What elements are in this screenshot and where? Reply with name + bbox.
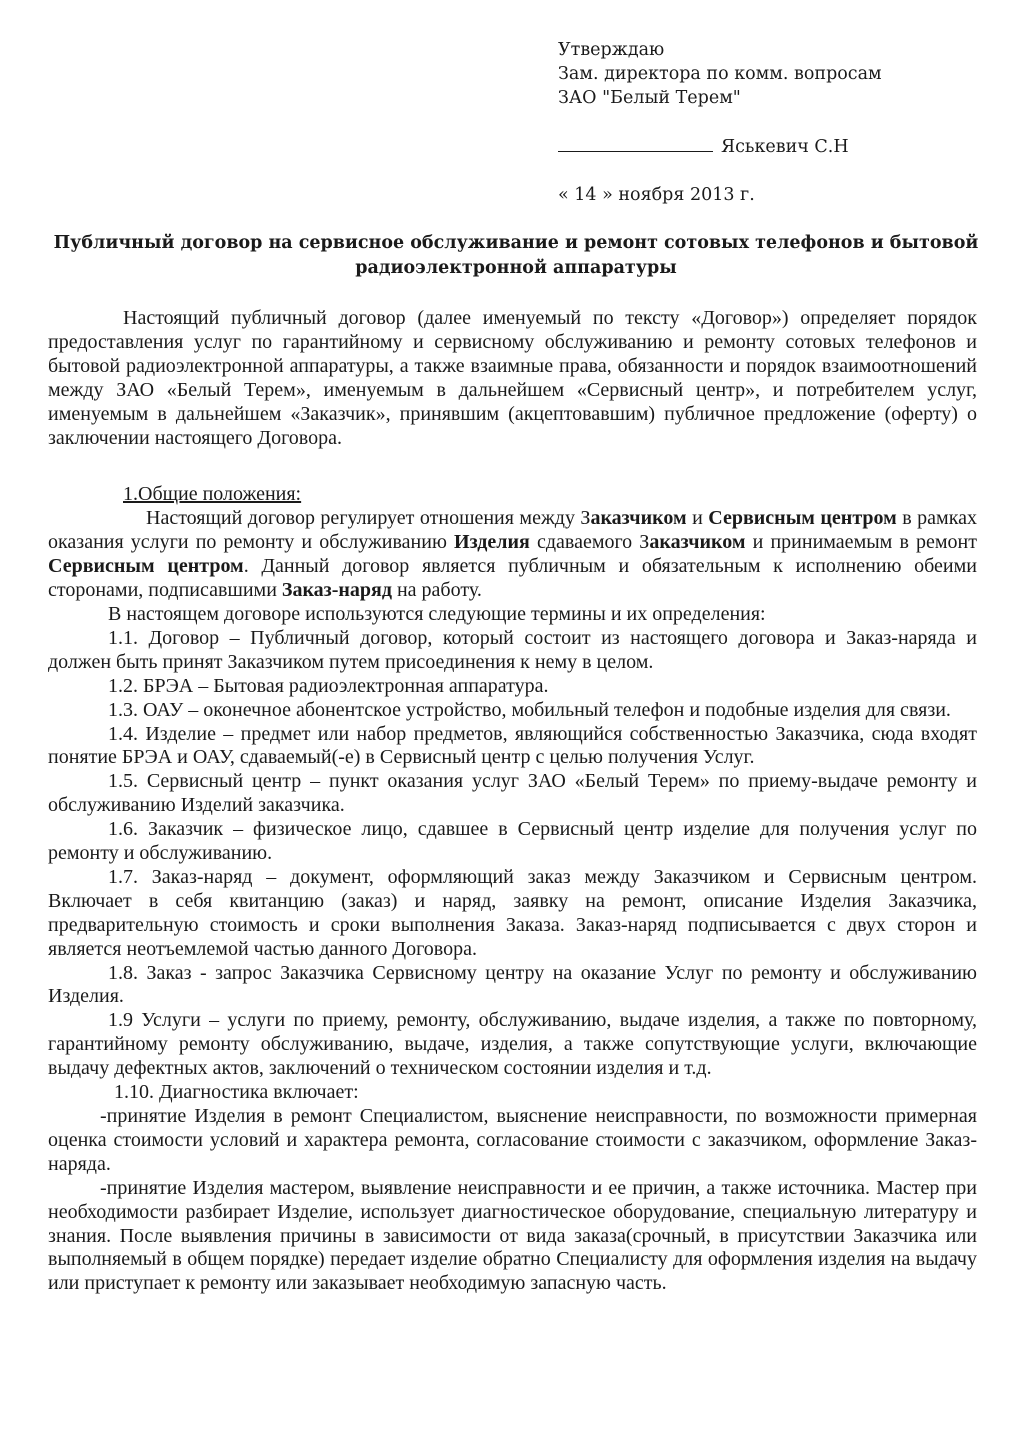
intro-paragraph: Настоящий публичный договор (далее именуемый по тексту «Договор») определяет порядок предоставления услуг по гарантийному и сервисному обслуживанию и ремонту сотовых телефонов и бытовой радиоэлектронной аппаратуры, а также взаимные права, обязанности и порядок взаимоотношений между ЗАО «Белый Терем», именуемым в дальнейшем «Сервисный центр», и потребителем услуг, именуемым в дальнейшем «Заказчик», принявшим (акцептовавшим) публичное предложение (оферту) о заключении настоящего Договора. <box>48 307 977 449</box>
signatory-name: Яськевич С.Н <box>721 137 849 157</box>
signature-blank <box>558 134 713 152</box>
document-title: Публичный договор на сервисное обслуживание и ремонт сотовых телефонов и бытовой радиоэлектронной аппаратуры <box>53 233 979 278</box>
term-item: 1.3. ОАУ – оконечное абонентское устройство, мобильный телефон и подобные изделия для связи. <box>108 698 951 721</box>
term-item: 1.7. Заказ-наряд – документ, оформляющий заказ между Заказчиком и Сервисным центром. Включает в себя квитанцию (заказ) и наряд, заявку на ремонт, описание Изделия Заказчика, предварительную стоимость и сроки выполнения Заказа. Заказ-наряд подписывается с двух сторон и является неотъемлемой частью данного Договора. <box>48 865 977 960</box>
section-heading: 1.Общие положения: <box>123 483 302 506</box>
signature-line <box>558 134 998 159</box>
term-item: 1.2. БРЭА – Бытовая радиоэлектронная аппаратура. <box>108 674 549 697</box>
approval-date: « 14 » ноября 2013 г. <box>558 185 755 205</box>
diagnostics-item: -принятие Изделия мастером, выявление неисправности и ее причин, а также источника. Мастер при необходимости разбирает Изделие, использует диагностическое оборудование, специальную литературу и знания. После выявления причины в зависимости от вида заказа(срочный, в присутствии Заказчика или выполняемый в общем порядке) передает изделие обратно Специалисту для оформления изделия на выдачу или приступает к ремонту или заказывает необходимую запасную часть. <box>48 1176 977 1295</box>
term-item: 1.1. Договор – Публичный договор, который состоит из настоящего договора и Заказ-наряда и должен быть принят Заказчиком путем присоединения к нему в целом. <box>48 626 977 673</box>
term-item: 1.6. Заказчик – физическое лицо, сдавшее в Сервисный центр изделие для получения услуг по ремонту и обслуживанию. <box>48 818 977 865</box>
term-item: 1.5. Сервисный центр – пункт оказания услуг ЗАО «Белый Терем» по приему-выдаче ремонту и обслуживанию Изделий заказчика. <box>48 770 977 817</box>
document-body <box>48 307 977 1296</box>
company-name: ЗАО "Белый Терем" <box>558 88 741 108</box>
approver-position: Зам. директора по комм. вопросам <box>558 64 882 84</box>
term-item: 1.9 Услуги – услуги по приему, ремонту, обслуживанию, выдаче изделия, а также по повторному, гарантийному ремонту обслуживанию, выдаче, изделия, а также сопутствующие услуги, включающие выдачу дефектных актов, заключений о техническом состоянии изделия и т.д. <box>48 1009 977 1080</box>
diagnostics-item: -принятие Изделия в ремонт Специалистом, выяснение неисправности, по возможности примерная оценка стоимости условий и характера ремонта, согласование стоимости с заказчиком, оформление Заказ-наряда. <box>48 1105 977 1175</box>
terms-intro: В настоящем договоре используются следующие термины и их определения: <box>108 602 766 625</box>
term-item: 1.8. Заказ - запрос Заказчика Сервисному центру на оказание Услуг по ремонту и обслуживанию Изделия. <box>48 961 977 1008</box>
general-provisions-paragraph: Настоящий договор регулирует отношения между Заказчиком и Сервисным центром в рамках оказания услуги по ремонту и обслуживанию Изделия сдаваемого Заказчиком и принимаемым в ремонт Сервисным центром. Данный договор является публичным и обязательным к исполнению обеими сторонами, подписавшими Заказ-наряд на работу. <box>48 507 977 602</box>
approval-heading: Утверждаю <box>558 40 665 60</box>
approval-block <box>558 38 998 207</box>
term-item: 1.4. Изделие – предмет или набор предметов, являющийся собственностью Заказчика, сюда входят понятие БРЭА и ОАУ, сдаваемый(-е) в Сервисный центр с целью получения Услуг. <box>48 722 977 769</box>
diagnostics-heading: 1.10. Диагностика включает: <box>114 1081 359 1104</box>
